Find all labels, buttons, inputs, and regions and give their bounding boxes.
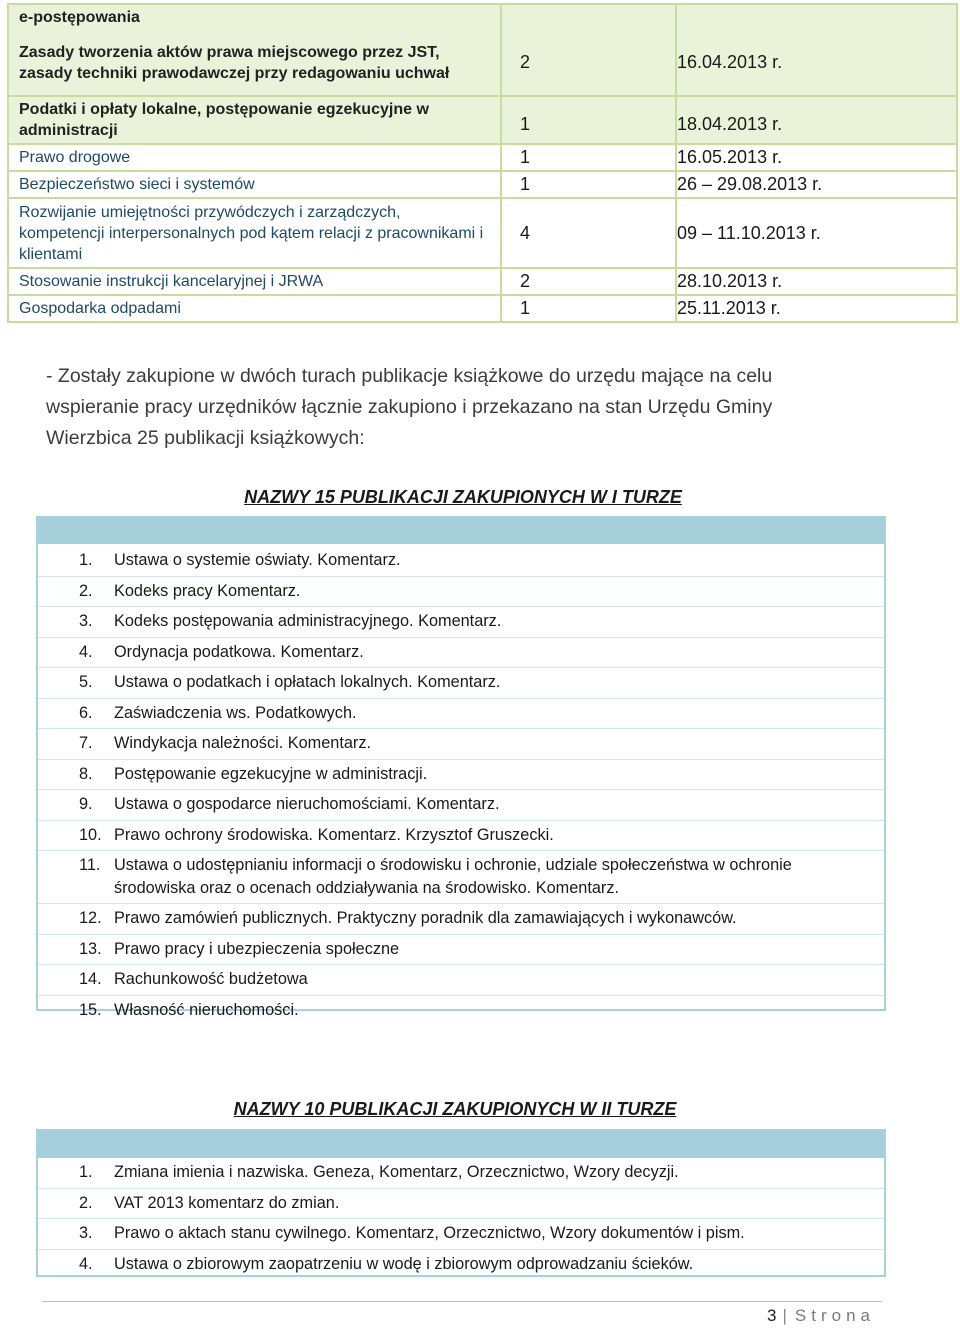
training-name: Zasady tworzenia aktów prawa miejscowego przez JST, zasady techniki prawodawczej przy redagowaniu uchwał [8, 30, 501, 96]
training-count: 2 [501, 268, 676, 295]
training-name: Bezpieczeństwo sieci i systemów [8, 171, 501, 198]
training-count: 2 [501, 30, 676, 96]
training-count: 1 [501, 171, 676, 198]
list-header-bar [38, 518, 884, 544]
training-name: Podatki i opłaty lokalne, postępowanie egzekucyjne w administracji [8, 96, 501, 144]
section2-heading: NAZWY 10 PUBLIKACJI ZAKUPIONYCH W II TURZE [233, 1099, 677, 1119]
list-item: 10. Prawo ochrony środowiska. Komentarz. Krzysztof Gruszecki. [38, 821, 884, 852]
training-date: 26 – 29.08.2013 r. [676, 171, 957, 198]
page-number: 3 [767, 1306, 777, 1325]
list-item: 2. Kodeks pracy Komentarz. [38, 577, 884, 608]
training-name: e-postępowania [8, 4, 501, 30]
training-date: 16.05.2013 r. [676, 144, 957, 171]
publications-list-1 [36, 516, 886, 1019]
list-item: 7. Windykacja należności. Komentarz. [38, 729, 884, 760]
page-word: Strona [794, 1306, 875, 1325]
training-count: 1 [501, 144, 676, 171]
list-item: 3. Kodeks postępowania administracyjnego. Komentarz. [38, 607, 884, 638]
table-row [8, 268, 957, 295]
page-footer [767, 1306, 875, 1326]
list-item: 2. VAT 2013 komentarz do zmian. [38, 1189, 884, 1220]
table-row [8, 96, 957, 144]
training-date: 25.11.2013 r. [676, 295, 957, 322]
list-item: 6. Zaświadczenia ws. Podatkowych. [38, 699, 884, 730]
list-item: 14. Rachunkowość budżetowa [38, 965, 884, 996]
list-item: 12. Prawo zamówień publicznych. Praktyczny poradnik dla zamawiających i wykonawców. [38, 904, 884, 935]
list-item: 4. Ordynacja podatkowa. Komentarz. [38, 638, 884, 669]
list-item: 3. Prawo o aktach stanu cywilnego. Komentarz, Orzecznictwo, Wzory dokumentów i pism. [38, 1219, 884, 1250]
list-item: 4. Ustawa o zbiorowym zaopatrzeniu w wodę i zbiorowym odprowadzaniu ścieków. [79, 1254, 694, 1273]
list-item: 1. Ustawa o systemie oświaty. Komentarz. [38, 546, 884, 577]
table-row [8, 30, 957, 96]
training-date: 28.10.2013 r. [676, 268, 957, 295]
training-date: 09 – 11.10.2013 r. [676, 198, 957, 268]
list-item: 8. Postępowanie egzekucyjne w administracji. [38, 760, 884, 791]
training-count: 1 [501, 295, 676, 322]
list-item: 15. Własność nieruchomości. [79, 1000, 299, 1019]
list-header-bar [38, 1131, 884, 1158]
list-item: 13. Prawo pracy i ubezpieczenia społeczne [38, 935, 884, 966]
training-name: Gospodarka odpadami [8, 295, 501, 322]
list-item: 9. Ustawa o gospodarce nieruchomościami. Komentarz. [38, 790, 884, 821]
training-name: Prawo drogowe [8, 144, 501, 171]
table-row [8, 198, 957, 268]
footer-divider [42, 1301, 882, 1302]
table-row [8, 4, 957, 30]
footer-separator: | [782, 1306, 787, 1325]
training-date: 18.04.2013 r. [676, 96, 957, 144]
intro-paragraph: - Zostały zakupione w dwóch turach publikacje książkowe do urzędu mające na celu wspieranie pracy urzędników łącznie zakupiono i przekazano na stan Urzędu Gminy Wierzbica 25 publikacji książkowych: [46, 365, 773, 449]
table-row [8, 144, 957, 171]
training-count: 1 [501, 96, 676, 144]
table-row [8, 295, 957, 322]
list-item: 11. Ustawa o udostępnianiu informacji o środowisku i ochronie, udziale społeczeństwa w ochronie środowiska oraz o ocenach oddziaływania na środowisko. Komentarz. [38, 851, 884, 904]
trainings-table [7, 3, 958, 323]
training-count: 4 [501, 198, 676, 268]
training-name: Rozwijanie umiejętności przywódczych i zarządczych, kompetencji interpersonalnych pod kątem relacji z pracownikami i klientami [8, 198, 501, 268]
list-item: 1. Zmiana imienia i nazwiska. Geneza, Komentarz, Orzecznictwo, Wzory decyzji. [38, 1158, 884, 1189]
training-date: 16.04.2013 r. [676, 30, 957, 96]
publications-list-2 [36, 1129, 886, 1277]
training-name: Stosowanie instrukcji kancelaryjnej i JRWA [8, 268, 501, 295]
table-row [8, 171, 957, 198]
list-item: 5. Ustawa o podatkach i opłatach lokalnych. Komentarz. [38, 668, 884, 699]
section1-heading: NAZWY 15 PUBLIKACJI ZAKUPIONYCH W I TURZE [244, 487, 682, 507]
